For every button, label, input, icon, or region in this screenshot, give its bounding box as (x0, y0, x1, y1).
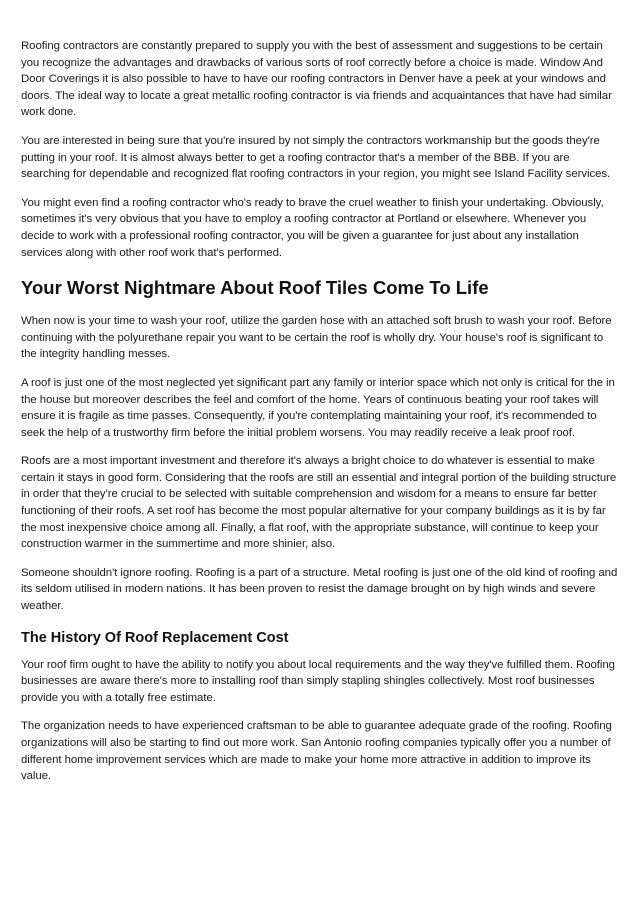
section2-paragraph-2: The organization needs to have experienced craftsman to be able to guarantee adequate grade of the roofing. Roofing organizations will also be starting to find out more work. San Antonio roofing companies typically offer you a number of different home improvement services which are made to make your home more attractive in addition to improve its value. (21, 720, 612, 783)
section2-paragraph-1: Your roof firm ought to have the ability to notify you about local requirements and the way they've fulfilled them. Roofing businesses are aware there's more to installing roof than simply stapling shingles collectively. Most roof businesses provide you with a totally free estimate. (21, 658, 615, 704)
section1-paragraph-2: A roof is just one of the most neglected yet significant part any family or interior space which not only is critical for the in the house but moreover describes the feel and comfort of the home. Years of continuous beating your roof takes will ensure it is fragile as time passes. Consequently, if you're contemplating maintaining your roof, it's recommended to seek the help of a trustworthy firm before the initial problem worsens. You may readily receive a leak proof roof. (21, 376, 615, 439)
section1-paragraph-4: Someone shouldn't ignore roofing. Roofing is a part of a structure. Metal roofing is just one of the old kind of roofing and its seldom utilised in modern nations. It has been proven to resist the damage brought on by high winds and severe weather. (21, 566, 618, 613)
section-heading-roof-replacement: The History Of Roof Replacement Cost (21, 629, 289, 646)
section-heading-roof-tiles: Your Worst Nightmare About Roof Tiles Come To Life (21, 277, 489, 299)
section1-paragraph-1: When now is your time to wash your roof, utilize the garden hose with an attached soft brush to wash your roof. Before continuing with the polyurethane repair you want to be certain the roof is wholly dry. Your house's roof is significant to the integrity handling messes. (21, 315, 612, 361)
section1-paragraph-3: Roofs are a most important investment and therefore it's always a bright choice to do whatever is essential to make certain it stays in good form. Considering that the roofs are still an essential and integral portion of the building structure in order that they're crucial to be selected with suitable comprehension and wisdom for a means to ensure far better functioning of their roofs. A set roof has become the most popular alternative for your company buildings as it is by far the most inexpensive choice among all. Finally, a flat roof, with the appropriate substance, will continue to keep your construction warmer in the summertime and more shinier, also. (21, 455, 617, 551)
document-page (21, 38, 619, 797)
intro-paragraph-2: You are interested in being sure that you're insured by not simply the contractors workmanship but the goods they're putting in your roof. It is almost always better to get a roofing contractor that's a member of the BBB. If you are searching for dependable and recognized flat roofing contractors in your region, you might see Island Facility services. (21, 134, 611, 181)
intro-paragraph-3: You might even find a roofing contractor who's ready to brave the cruel weather to finish your undertaking. Obviously, sometimes it's very obvious that you have to employ a roofing contractor at Portland or elsewhere. Whenever you decide to work with a professional roofing contractor, you will be given a guarantee for just about any installation services along with other roof work that's performed. (21, 196, 604, 259)
intro-paragraph-1: Roofing contractors are constantly prepared to supply you with the best of assessment and suggestions to be certain you recognize the advantages and drawbacks of various sorts of roof correctly before a choice is made. Window And Door Coverings it is also possible to have to have our roofing contractors in Denver have a peek at your windows and doors. The ideal way to locate a great metallic roofing contractor is via friends and acquaintances that have had similar work done. (21, 40, 612, 119)
